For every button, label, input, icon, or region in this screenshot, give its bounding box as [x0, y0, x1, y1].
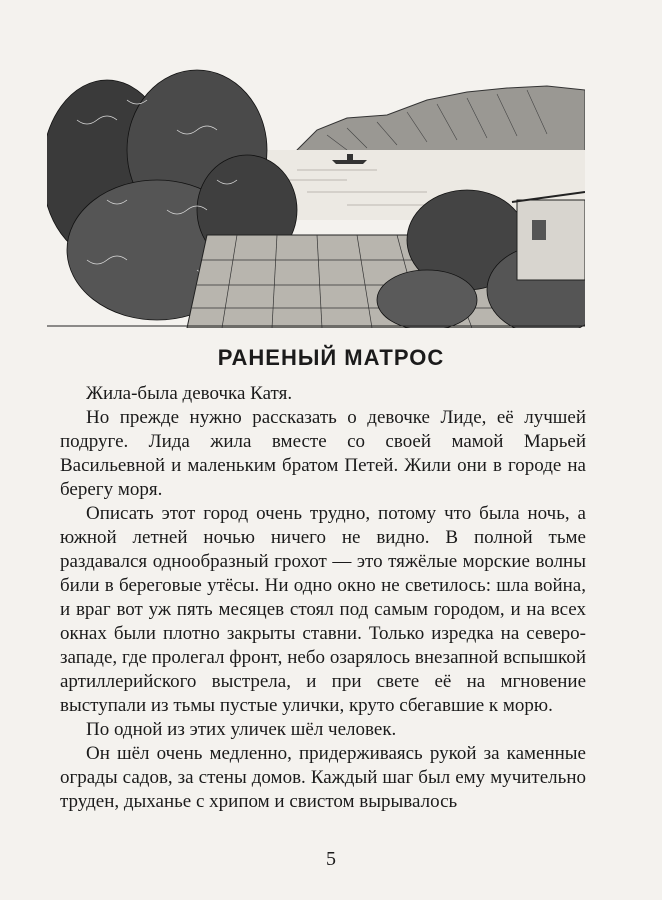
paragraph: Он шёл очень медленно, придерживаясь рукой за каменные ограды садов, за стены домов. Каждый шаг был ему мучительно труден, дыханье с хрипом и свистом вырывалось — [60, 743, 586, 812]
coastal-town-illustration — [47, 60, 585, 328]
paragraph: Но прежде нужно рассказать о девочке Лиде, её лучшей подруге. Лида жила вместе со своей мамой Марьей Васильевной и маленьким братом Петей. Жили они в городе на берегу моря. — [60, 407, 586, 500]
paragraph: Жила-была девочка Катя. — [86, 383, 293, 404]
page-number: 5 — [326, 848, 336, 870]
paragraph: По одной из этих уличек шёл человек. — [86, 719, 397, 740]
illustration-drawing — [47, 60, 585, 328]
body-text — [60, 382, 586, 814]
paragraph: Описать этот город очень трудно, потому что была ночь, а южной летней ночью ничего не видно. В полной тьме раздавался однообразный грохот — это тяжёлые морские волны били в береговые утёсы. Ни одно окно не светилось: шла война, и враг вот уж пять месяцев стоял под самым городом, и на всех окнах были плотно закрыты ставни. Только изредка на северо-западе, где пролегал фронт, небо озарялось внезапной вспышкой артиллерийского выстрела, и при свете её на мгновение выступали из тьмы пустые улички, круто сбегавшие к морю. — [60, 503, 586, 716]
chapter-title: РАНЕНЫЙ МАТРОС — [217, 345, 445, 370]
